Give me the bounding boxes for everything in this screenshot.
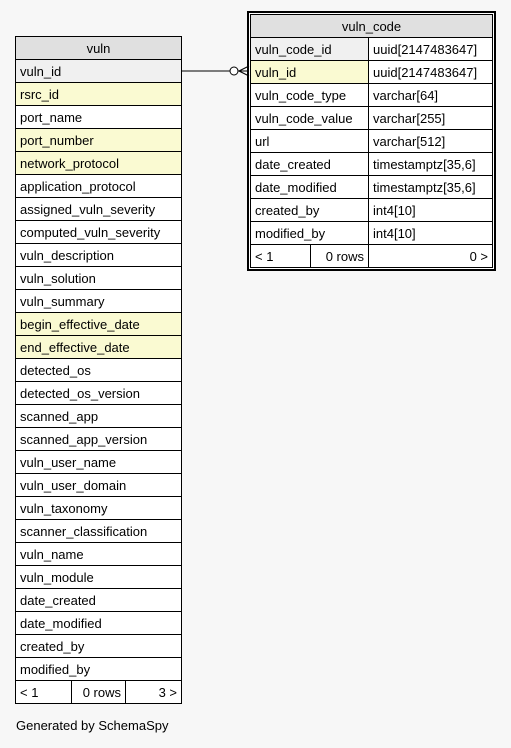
column-name: modified_by [16, 658, 182, 681]
table-row[interactable] [251, 153, 493, 176]
column-name: vuln_user_name [16, 451, 182, 474]
table-row[interactable] [16, 474, 182, 497]
table-row[interactable] [251, 107, 493, 130]
table-row[interactable] [251, 130, 493, 153]
column-name: vuln_solution [16, 267, 182, 290]
table-row[interactable] [16, 589, 182, 612]
column-name: date_modified [251, 176, 369, 199]
table-row[interactable] [16, 382, 182, 405]
column-name: port_name [16, 106, 182, 129]
column-name: date_created [251, 153, 369, 176]
column-type: varchar[255] [369, 107, 493, 130]
table-row[interactable] [251, 84, 493, 107]
table-row[interactable] [16, 198, 182, 221]
children-link[interactable]: 0 > [369, 245, 493, 268]
table-row[interactable] [16, 290, 182, 313]
column-name: detected_os [16, 359, 182, 382]
column-name: created_by [251, 199, 369, 222]
table-row[interactable] [16, 244, 182, 267]
table-row[interactable] [16, 267, 182, 290]
column-type: varchar[512] [369, 130, 493, 153]
generated-by-note: Generated by SchemaSpy [16, 718, 169, 733]
column-type: timestamptz[35,6] [369, 176, 493, 199]
column-name: assigned_vuln_severity [16, 198, 182, 221]
column-type: uuid[2147483647] [369, 61, 493, 84]
zero-cardinality-circle [230, 67, 238, 75]
table-row[interactable] [16, 106, 182, 129]
vuln-code-table-frame [247, 11, 496, 271]
column-type: varchar[64] [369, 84, 493, 107]
column-name: application_protocol [16, 175, 182, 198]
column-type: timestamptz[35,6] [369, 153, 493, 176]
column-name: detected_os_version [16, 382, 182, 405]
column-name: vuln_module [16, 566, 182, 589]
column-name: vuln_user_domain [16, 474, 182, 497]
column-name: vuln_code_id [251, 38, 369, 61]
column-name: end_effective_date [16, 336, 182, 359]
column-name: rsrc_id [16, 83, 182, 106]
column-name: vuln_name [16, 543, 182, 566]
column-type: int4[10] [369, 222, 493, 245]
vuln-code-table-title[interactable]: vuln_code [251, 15, 493, 38]
table-row[interactable] [16, 313, 182, 336]
parents-link[interactable]: < 1 [16, 681, 72, 704]
table-row[interactable] [16, 635, 182, 658]
column-name: vuln_code_value [251, 107, 369, 130]
table-row[interactable] [16, 612, 182, 635]
column-name: vuln_code_type [251, 84, 369, 107]
vuln-table-title[interactable]: vuln [16, 37, 182, 60]
column-name: computed_vuln_severity [16, 221, 182, 244]
table-row[interactable] [251, 176, 493, 199]
column-type: uuid[2147483647] [369, 38, 493, 61]
column-name: vuln_id [251, 61, 369, 84]
row-count: 0 rows [311, 245, 369, 268]
table-row[interactable] [16, 359, 182, 382]
table-row[interactable] [251, 61, 493, 84]
table-row[interactable] [16, 451, 182, 474]
table-row[interactable] [16, 543, 182, 566]
column-name: modified_by [251, 222, 369, 245]
column-name: vuln_id [16, 60, 182, 83]
column-name: vuln_summary [16, 290, 182, 313]
parents-link[interactable]: < 1 [251, 245, 311, 268]
vuln-table[interactable] [15, 36, 182, 704]
column-name: scanner_classification [16, 520, 182, 543]
table-row[interactable] [16, 497, 182, 520]
table-footer-row [16, 681, 182, 704]
column-type: int4[10] [369, 199, 493, 222]
column-name: begin_effective_date [16, 313, 182, 336]
table-row[interactable] [16, 129, 182, 152]
table-row[interactable] [251, 38, 493, 61]
table-row[interactable] [16, 405, 182, 428]
table-row[interactable] [251, 199, 493, 222]
column-name: date_modified [16, 612, 182, 635]
vuln-code-table[interactable] [250, 14, 493, 268]
column-name: scanned_app [16, 405, 182, 428]
table-row[interactable] [16, 658, 182, 681]
table-row[interactable] [16, 60, 182, 83]
children-link[interactable]: 3 > [126, 681, 182, 704]
table-row[interactable] [16, 152, 182, 175]
column-name: date_created [16, 589, 182, 612]
row-count: 0 rows [72, 681, 126, 704]
column-name: scanned_app_version [16, 428, 182, 451]
table-row[interactable] [16, 83, 182, 106]
column-name: network_protocol [16, 152, 182, 175]
column-name: port_number [16, 129, 182, 152]
table-row[interactable] [16, 175, 182, 198]
table-row[interactable] [16, 428, 182, 451]
table-row[interactable] [251, 222, 493, 245]
column-name: vuln_taxonomy [16, 497, 182, 520]
column-name: created_by [16, 635, 182, 658]
column-name: vuln_description [16, 244, 182, 267]
table-footer-row [251, 245, 493, 268]
table-row[interactable] [16, 520, 182, 543]
table-row[interactable] [16, 566, 182, 589]
column-name: url [251, 130, 369, 153]
table-row[interactable] [16, 336, 182, 359]
table-row[interactable] [16, 221, 182, 244]
